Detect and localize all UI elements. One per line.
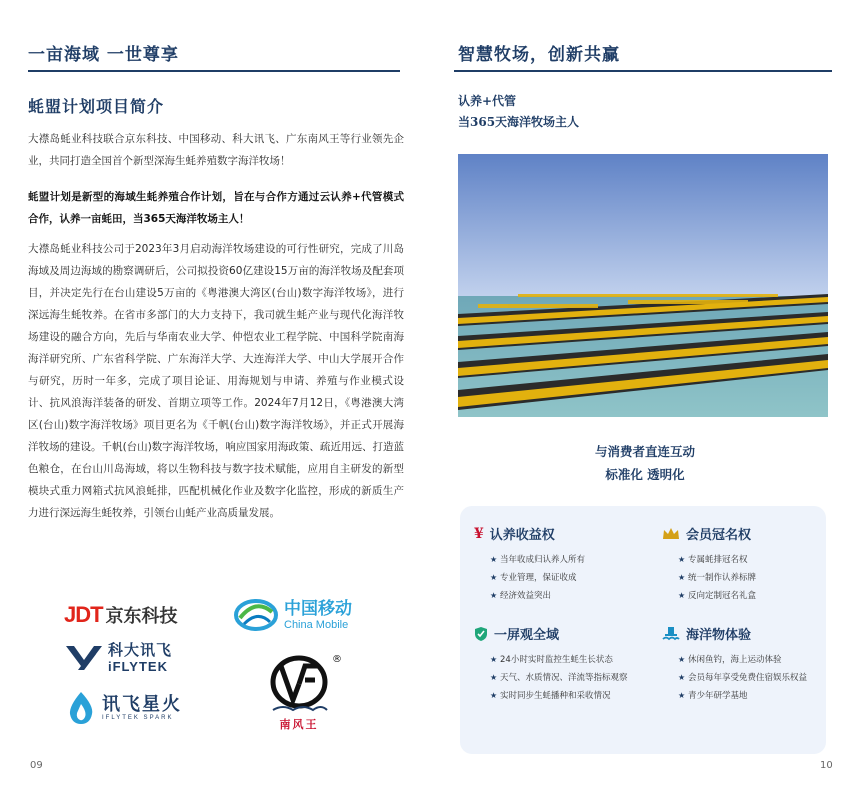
consumer-interaction-line: 与消费者直连互动 — [594, 444, 695, 459]
spark-flame-icon — [64, 690, 98, 726]
feature-title: 海洋物体验 — [686, 628, 752, 643]
feature-full-view — [474, 624, 644, 705]
jd-technology-logo — [64, 602, 178, 628]
subtitle-owner: 当365天海洋牧场主人 — [458, 115, 580, 129]
nanfengwang-name: 南风王 — [279, 719, 319, 731]
partner-logos — [50, 596, 390, 736]
feature-item: ★ 当年收成归认养人所有 — [490, 551, 644, 569]
oyster-farm-photo — [458, 154, 828, 417]
history-paragraph: 大襟岛蚝业科技公司于2023年3月启动海洋牧场建设的可行性研究，完成了川岛海域及周边海域的勘察调研后，公司拟投资60亿建设15万亩的海洋牧场及配套项目，并决定先行在台山建设5万亩的《粤港澳大湾区(台山)数字海洋牧场》，进行深远海生蚝牧养。在省市多部门的大力支持下，我司就生蚝产业与现代化海洋牧场建设的融合方向，先后与华南农业大学、仲恺农业工程学院、中国科学院南海海洋研究所、广东省科学院、广东海洋大学、大连海洋大学、中山大学展开合作与研究，历时一年多，完成了项目论证、用海规划与申请、养殖与作业模式设计、抗风浪海洋装备的研发、首期立项等工作。2024年7月12日，《粤港澳大湾区(台山)数字海洋牧场》项目更名为《千帆(台山)数字海洋牧场》，并正式开展海洋牧场的建设。千帆(台山)数字海洋牧场，响应国家用海政策、疏近用远、打造蓝色粮仓，在台山川岛海域，将以生物科技与数字技术赋能，应用自主研发的新型模块式重力网箱式抗风浪蚝排，匹配机械化作业及数字化监控，形成的新质生产力进行深远海生蚝牧养，引领台山蚝产业高质量发展。 — [28, 243, 404, 519]
spark-cn: 讯飞星火 — [102, 694, 182, 714]
feature-item: ★ 专业管理，保证收成 — [490, 569, 644, 587]
ocean-icon — [662, 626, 680, 642]
section-title: 蚝盟计划项目简介 — [28, 97, 165, 116]
standardization-line: 标准化 透明化 — [605, 467, 685, 482]
feature-title: 认养收益权 — [489, 528, 555, 543]
right-page-number: 10 — [820, 760, 833, 771]
feature-adoption-income — [474, 524, 644, 605]
iflytek-spark-logo — [64, 690, 182, 726]
subtitle-model: 认养+代管 — [458, 94, 517, 108]
china-mobile-en: China Mobile — [284, 618, 349, 631]
iflytek-icon — [64, 642, 104, 674]
feature-item: ★ 休闲鱼钓，海上运动体验 — [678, 651, 822, 669]
left-header-title: 一亩海域 一世尊享 — [28, 45, 179, 65]
nanfengwang-registered-mark: ® — [332, 654, 342, 665]
shield-check-icon — [474, 626, 488, 642]
iflytek-logo — [64, 642, 172, 674]
feature-item: ★ 24小时实时监控生蚝生长状态 — [490, 651, 644, 669]
oyster-rafts-image — [458, 154, 828, 417]
feature-item: ★ 专属蚝排冠名权 — [678, 551, 822, 569]
feature-item: ★ 会员每年享受免费住宿娱乐权益 — [678, 669, 822, 687]
iflytek-en: iFLYTEK — [108, 659, 168, 674]
feature-item: ★ 天气、水质情况、洋流等指标观察 — [490, 669, 644, 687]
feature-item: ★ 统一制作认养标牌 — [678, 569, 822, 587]
feature-item: ★ 实时同步生蚝播种和采收情况 — [490, 687, 644, 705]
iflytek-cn: 科大讯飞 — [108, 642, 173, 659]
feature-title: 会员冠名权 — [686, 528, 752, 543]
feature-item: ★ 经济效益突出 — [490, 587, 644, 605]
feature-item: ★ 青少年研学基地 — [678, 687, 822, 705]
right-header-title: 智慧牧场，创新共赢 — [458, 45, 620, 65]
left-page-number: 09 — [30, 760, 43, 771]
spark-en: IFLYTEK SPARK — [102, 715, 174, 721]
jdt-mark: JDT — [64, 602, 103, 627]
feature-ocean-experience — [662, 624, 822, 705]
plan-paragraph: 蚝盟计划是新型的海域生蚝养殖合作计划，旨在与合作方通过云认养+代管模式合作，认养一亩蚝田，当365天海洋牧场主人！ — [28, 191, 404, 225]
china-mobile-logo — [234, 596, 352, 634]
china-mobile-cn: 中国移动 — [284, 598, 352, 618]
feature-member-naming — [662, 524, 822, 605]
nanfengwang-logo — [256, 654, 342, 732]
feature-title: 一屏观全域 — [494, 628, 560, 643]
intro-paragraph: 大襟岛蚝业科技联合京东科技、中国移动、科大讯飞、广东南风王等行业领先企业，共同打造全国首个新型深海生蚝养殖数字海洋牧场！ — [28, 133, 404, 167]
left-header-divider — [28, 70, 400, 72]
nanfengwang-emblem-icon — [267, 654, 331, 714]
right-page — [430, 0, 860, 796]
yen-icon: ¥ — [474, 525, 484, 542]
crown-icon — [662, 527, 680, 541]
china-mobile-icon — [234, 596, 278, 634]
jdt-name: 京东科技 — [105, 606, 178, 626]
right-header-divider — [454, 70, 832, 72]
feature-item: ★ 反向定制冠名礼盒 — [678, 587, 822, 605]
benefits-card — [460, 506, 826, 754]
